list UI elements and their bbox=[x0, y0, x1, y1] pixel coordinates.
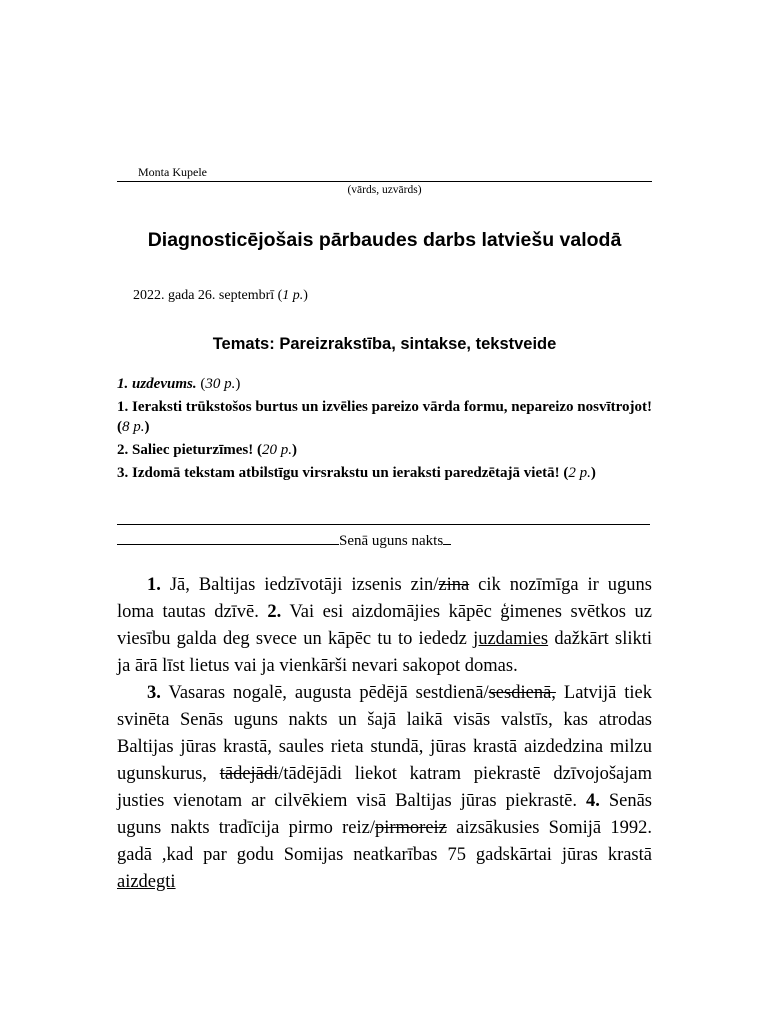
sentence-number: 2. bbox=[267, 602, 282, 622]
underlined-word: juzdamies bbox=[473, 629, 549, 649]
struck-word: tādejādi bbox=[219, 764, 279, 784]
subtask-2-points: 20 p. bbox=[261, 442, 292, 458]
document-title: Diagnosticējošais pārbaudes darbs latviešu valodā bbox=[147, 229, 622, 251]
headline-answer-line bbox=[117, 529, 451, 551]
date-points: 1 p. bbox=[282, 288, 304, 303]
struck-word: sesdienā, bbox=[488, 683, 556, 703]
struck-word: pirmoreiz bbox=[374, 818, 447, 838]
headline-answer: Senā uguns nakts bbox=[339, 533, 444, 549]
paragraph-2: 3. Vasaras nogalē, augusta pēdējā sestdienā/sesdienā, Latvijā tiek svinēta Senās uguns nakts un šajā laikā visās valstīs, kas atrodas Baltijas jūras krastā, saules rieta stundā, jūras krastā aizdedzina milzu ugunskurus, tādejādi/tādējādi liekot katram piekrastē dzīvojošajam justies vienotam ar cilvēkiem visā Baltijas jūras piekrastē. 4. Senās uguns nakts tradīcija pirmo reiz/pirmoreiz aizsākusies Somijā 1992. gadā ,kad par godu Somijas neatkarības 75 gadskārtai jūras krastā aizdegti bbox=[117, 683, 653, 892]
headline-tail bbox=[443, 529, 451, 545]
struck-word: zina bbox=[438, 575, 470, 595]
underlined-word: aizdegti bbox=[117, 872, 176, 892]
text-body bbox=[117, 572, 652, 896]
task-points: 30 p. bbox=[205, 376, 236, 392]
topic-subtitle: Temats: Pareizrakstība, sintakse, tekstveide bbox=[212, 335, 557, 353]
test-date: 2022. gada 26. septembrī (1 p.) bbox=[133, 288, 308, 303]
answer-rule bbox=[117, 524, 650, 525]
subtask-2: 2. Saliec pieturzīmes! (20 p.) bbox=[117, 442, 297, 458]
student-name-line bbox=[117, 164, 652, 182]
student-name: Monta Kupele bbox=[138, 165, 207, 179]
subtask-3-points: 2 p. bbox=[568, 465, 591, 481]
name-caption: (vārds, uzvārds) bbox=[347, 184, 422, 196]
paragraph-1: 1. Jā, Baltijas iedzīvotāji izsenis zin/zina cik nozīmīga ir uguns loma tautas dzīvē. 2. Vai esi aizdomājies kāpēc ģimenes svētkos uz viesību galda deg svece un kāpēc tu to iededz juzdamies dažkārt slikti ja ārā līst lietus vai ja vienkārši nevari sakopot domas. bbox=[117, 575, 653, 676]
sentence-number: 1. bbox=[147, 575, 161, 595]
sentence-number: 3. bbox=[147, 683, 161, 703]
task-heading: 1. uzdevums. (30 p.) bbox=[117, 376, 241, 392]
task-label: 1. uzdevums. bbox=[117, 376, 197, 392]
subtask-3: 3. Izdomā tekstam atbilstīgu virsrakstu un ieraksti paredzētajā vietā! (2 p.) bbox=[117, 465, 596, 481]
sentence-number: 4. bbox=[585, 791, 600, 811]
subtask-1: 1. Ieraksti trūkstošos burtus un izvēlies pareizo vārda formu, nepareizo nosvītrojot! (8 p.) bbox=[117, 399, 652, 435]
headline-blank bbox=[117, 529, 339, 545]
subtask-1-points: 8 p. bbox=[122, 419, 145, 435]
